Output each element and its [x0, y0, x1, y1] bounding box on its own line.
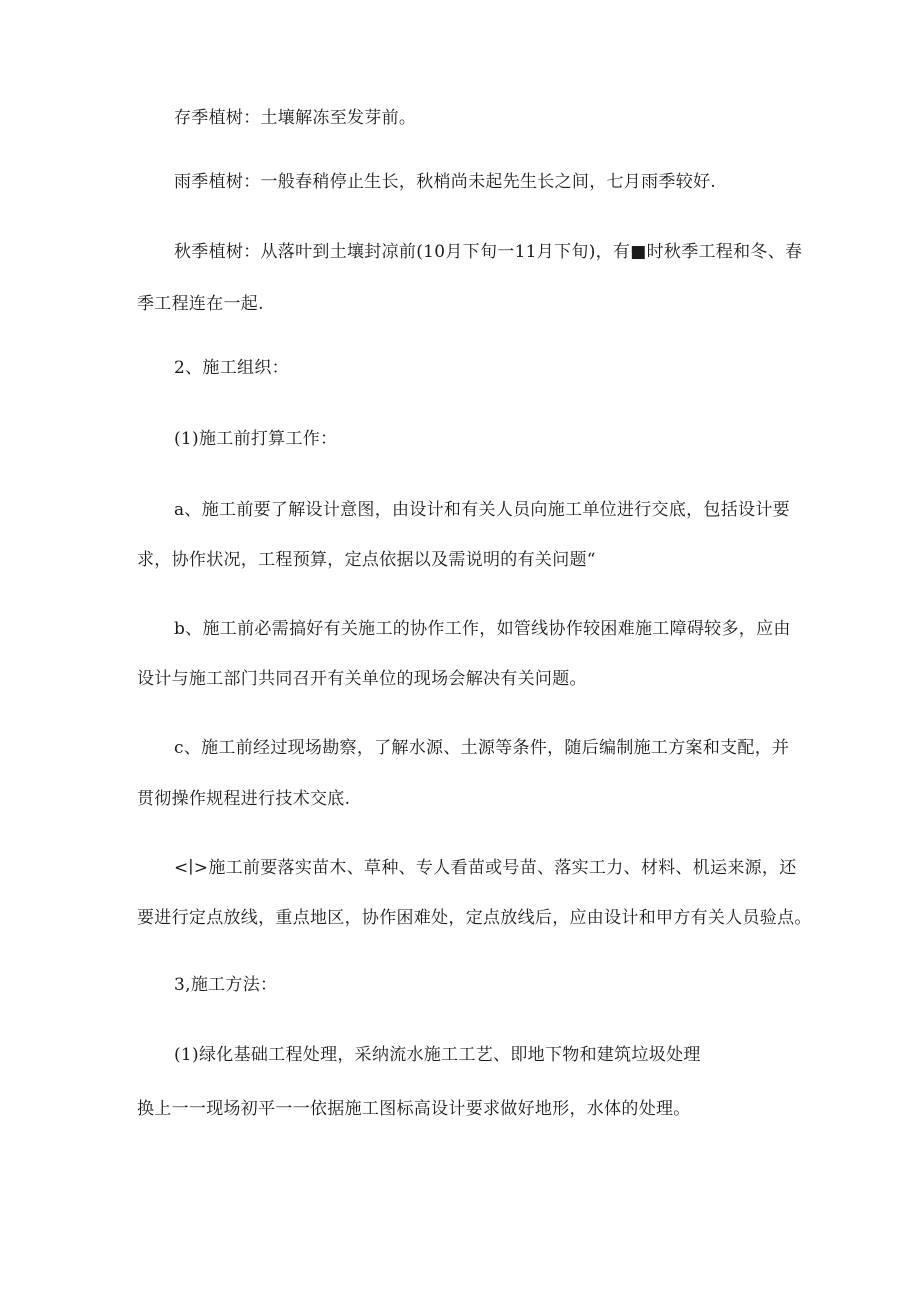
paragraph-greening-foundation-line-1: (1)绿化基础工程处理，采纳流水施工工艺、即地下物和建筑垃圾处理: [174, 1045, 701, 1065]
paragraph-item-b-line-1: b、施工前必需搞好有关施工的协作工作，如管线协作较困难施工障碍较多，应由: [174, 619, 791, 639]
paragraph-item-a-line-1: a、施工前要了解设计意图，由设计和有关人员向施工单位进行交底，包括设计要: [174, 500, 790, 520]
paragraph-rainy-season-planting: 雨季植树：一般春稍停止生长，秋梢尚未起先生长之间，七月雨季较好.: [174, 172, 717, 192]
heading-construction-method: 3,施工方法：: [174, 975, 278, 995]
heading-construction-organization: 2、施工组织：: [174, 358, 289, 378]
paragraph-item-a-line-2: 求，协作状况，工程预算，定点依据以及需说明的有关问题“: [137, 550, 596, 570]
paragraph-autumn-planting-line-1: 秋季植树：从落叶到土壤封凉前(10月下旬一11月下旬)，有■时秋季工程和冬、春: [174, 242, 803, 262]
paragraph-item-c-line-1: c、施工前经过现场勘察，了解水源、土源等条件，随后编制施工方案和支配，并: [174, 738, 790, 758]
paragraph-spring-planting: 存季植树：土壤解冻至发芽前。: [174, 108, 417, 128]
paragraph-item-c-line-2: 贯彻操作规程进行技术交底.: [137, 789, 351, 809]
paragraph-autumn-planting-line-2: 季工程连在一起.: [137, 294, 264, 314]
paragraph-seedling-prep-line-1: <∣>施工前要落实苗木、草种、专人看苗或号苗、落实工力、材料、机运来源，还: [174, 858, 797, 878]
paragraph-item-b-line-2: 设计与施工部门共同召开有关单位的现场会解决有关问题。: [137, 669, 587, 689]
subheading-preparation-work: (1)施工前打算工作：: [174, 429, 338, 449]
paragraph-greening-foundation-line-2: 换上一一现场初平一一依据施工图标高设计要求做好地形，水体的处理。: [137, 1099, 691, 1119]
paragraph-seedling-prep-line-2: 要进行定点放线，重点地区，协作困难处，定点放线后，应由设计和甲方有关人员验点。: [137, 908, 812, 928]
